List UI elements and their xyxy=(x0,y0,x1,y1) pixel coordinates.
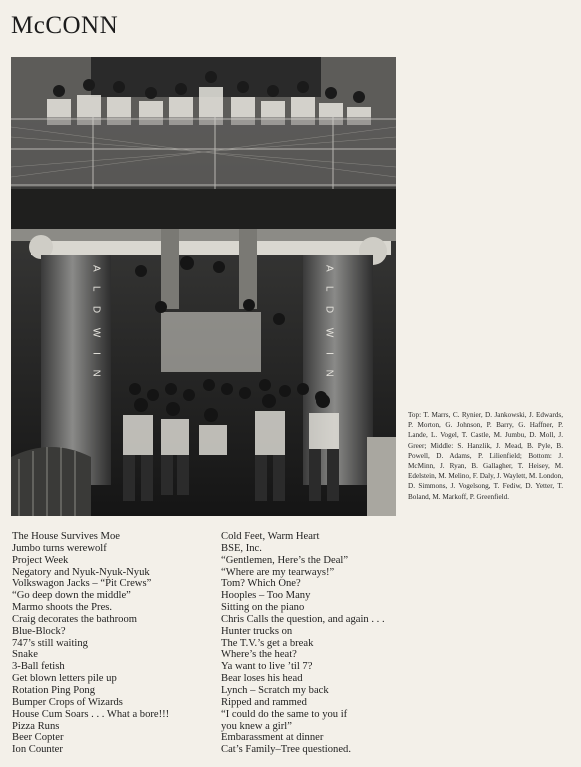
list-item: 3-Ball fetish xyxy=(12,661,65,673)
list-item: Negatory and Nyuk-Nyuk-Nyuk xyxy=(12,566,150,578)
photo-caption: Top: T. Marrs, C. Rynier, D. Jankowski, J. Edwards, P. Morton, G. Johnson, P. Barry, G. Haffner, P. Lande, L. Vogel, T. Castle, M. Jumbu, D. Moll, J. Greer; Middle: S. Hanzlik, J. Mead, B. Pyle, B. Powell, D. Adams, P. Lilienfield; Bottom: J. McMinn, J. Ryan, B. Gallagher, T. Heisey, M. Edelstein, M. Melino, F. Daly, J. Waylett, M. London, D. Simmons, J. Vogelsong, T. Fediw, D. Yetter, T. Boland, M. Markoff, P. Greenfield. xyxy=(408,411,563,501)
list-item: Chris Calls the question, and again . . . xyxy=(221,613,385,625)
list-item: The House Survives Moe xyxy=(12,531,120,542)
list-item: Project Week xyxy=(12,554,69,566)
list-item: Get blown letters pile up xyxy=(12,673,117,685)
list-item: Where’s the heat? xyxy=(221,649,297,661)
list-item: you knew a girl” xyxy=(221,720,292,732)
list-item: “Where are my tearways!” xyxy=(221,566,335,578)
list-item: Volkswagon Jacks – “Pit Crews” xyxy=(12,578,152,590)
list-item: BSE, Inc. xyxy=(221,542,262,554)
machine-lettering-right: A L D W I N xyxy=(323,265,335,383)
machine-lettering-left: A L D W I N xyxy=(90,265,102,383)
list-item: “Go deep down the middle” xyxy=(12,590,131,602)
list-item: Cold Feet, Warm Heart xyxy=(221,531,320,542)
list-item: House Cum Soars . . . What a bore!!! xyxy=(12,708,170,720)
list-item: Bumper Crops of Wizards xyxy=(12,696,123,708)
list-item: “Gentlemen, Here’s the Deal” xyxy=(221,554,349,566)
list-item: Jumbo turns werewolf xyxy=(12,542,107,554)
list-item: Hunter trucks on xyxy=(221,625,293,637)
page-title: McCONN xyxy=(11,12,119,39)
list-item: Snake xyxy=(12,649,38,661)
group-photo xyxy=(11,57,396,516)
list-item: Marmo shoots the Pres. xyxy=(12,602,113,614)
list-item: Ya want to live ’til 7? xyxy=(221,661,313,673)
list-item: Ion Counter xyxy=(12,744,63,756)
list-item: Bear loses his head xyxy=(221,673,303,685)
list-item: Craig decorates the bathroom xyxy=(12,613,138,625)
list-item: Rotation Ping Pong xyxy=(12,684,95,696)
left-text-column xyxy=(12,531,169,756)
list-item: Sitting on the piano xyxy=(221,602,305,614)
list-item: Blue-Block? xyxy=(12,625,66,637)
list-item: 747’s still waiting xyxy=(12,637,88,649)
list-item: Pizza Runs xyxy=(12,720,60,732)
list-item: Hooples – Too Many xyxy=(221,590,311,602)
list-item: The T.V.’s get a break xyxy=(221,637,314,649)
list-item: Ripped and rammed xyxy=(221,696,307,708)
list-item: Lynch – Scratch my back xyxy=(221,684,329,696)
list-item: Cat’s Family–Tree questioned. xyxy=(221,744,351,756)
list-item: Embarassment at dinner xyxy=(221,732,324,744)
right-text-column xyxy=(221,531,385,756)
list-item: Beer Copter xyxy=(12,732,64,744)
list-item: Tom? Which One? xyxy=(221,578,301,590)
list-item: “I could do the same to you if xyxy=(221,708,348,720)
